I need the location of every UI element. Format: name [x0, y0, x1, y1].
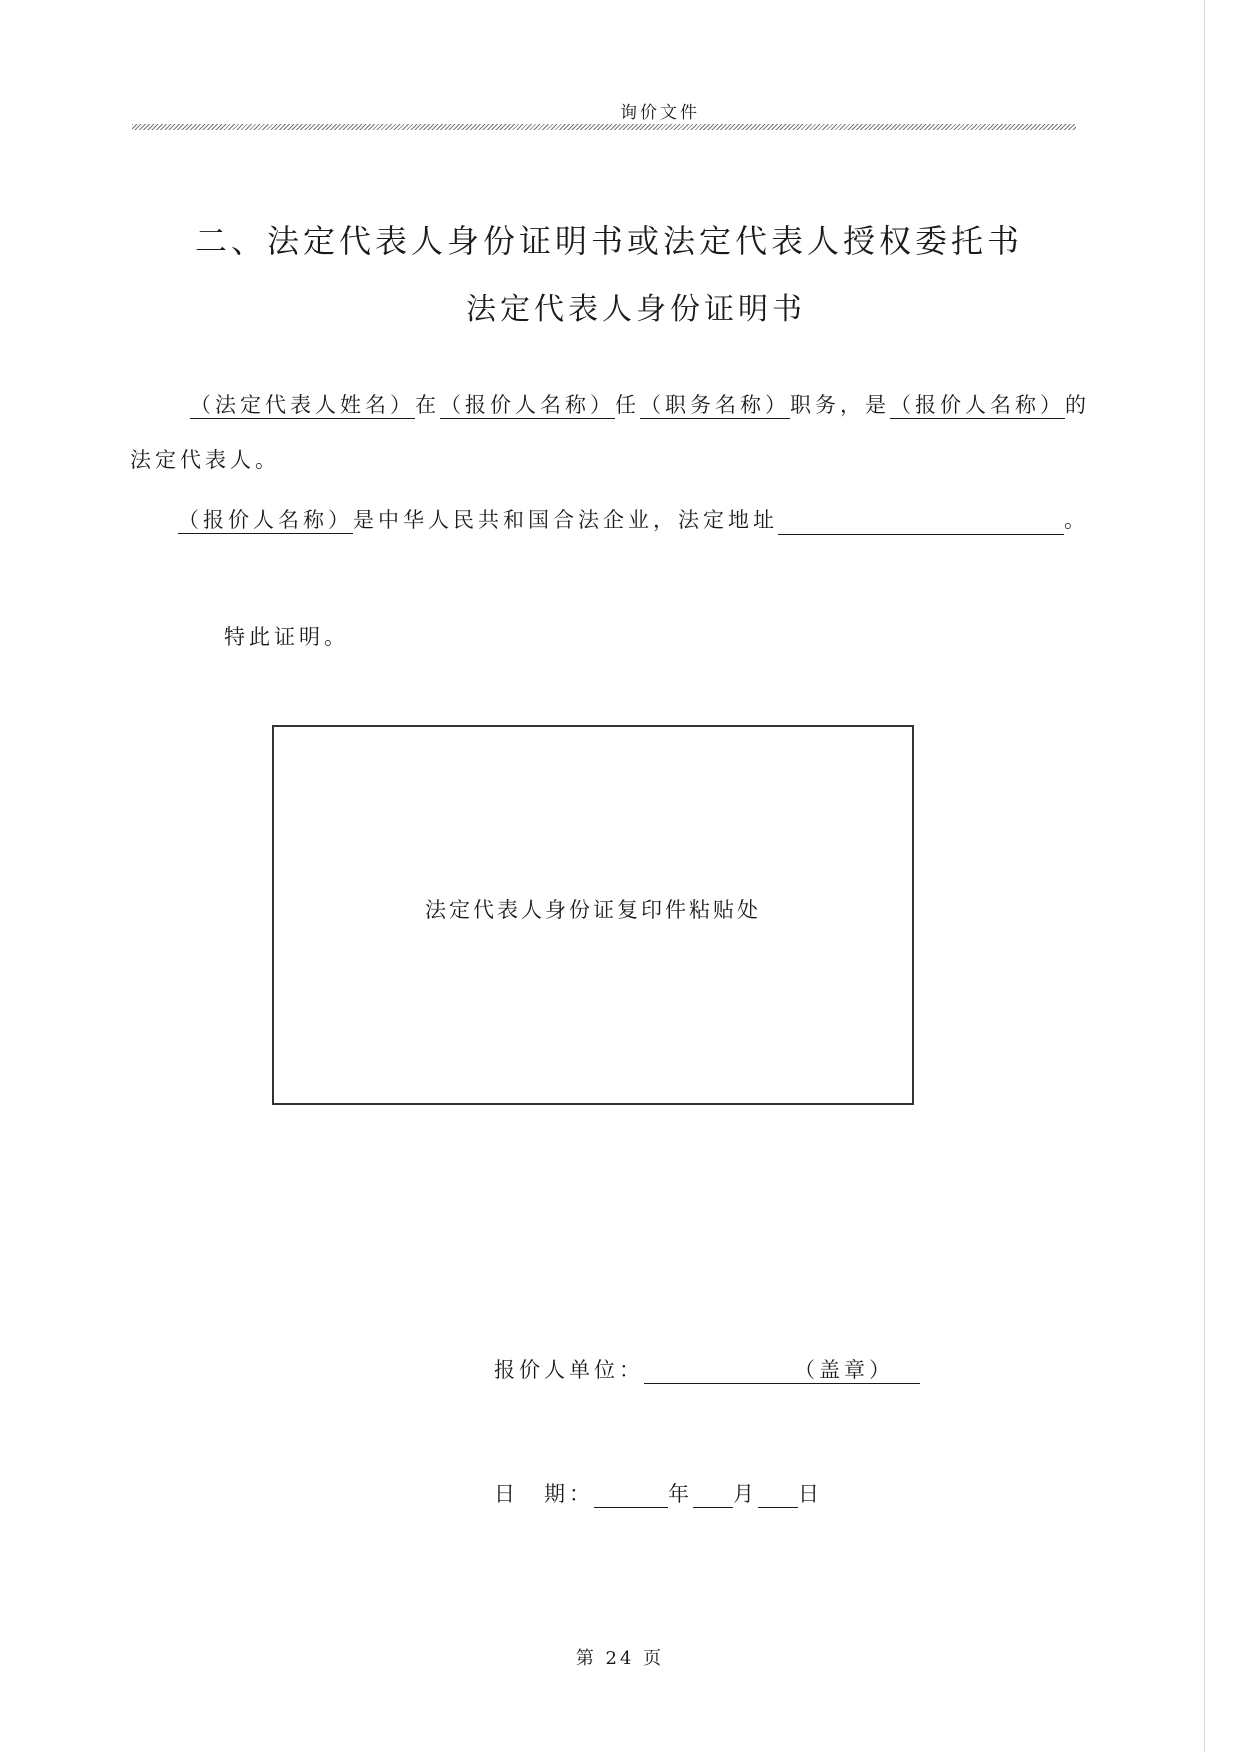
document-title: 法定代表人身份证明书	[466, 292, 806, 327]
paragraph-2	[178, 505, 1089, 535]
period: 。	[1064, 508, 1089, 532]
page-edge	[1204, 0, 1205, 1752]
representative-name-field[interactable]: （法定代表人姓名）	[190, 393, 415, 417]
text-ren: 任	[615, 393, 640, 417]
year-label: 年	[668, 1482, 693, 1506]
date-label: 日 期：	[494, 1482, 594, 1506]
day-label: 日	[798, 1482, 823, 1506]
bidder-name-field[interactable]: （报价人名称）	[890, 393, 1065, 417]
text-de: 的	[1065, 393, 1090, 417]
day-blank[interactable]	[758, 1483, 798, 1508]
bidder-name-field[interactable]: （报价人名称）	[440, 393, 615, 417]
bidder-unit-label: 报价人单位：	[494, 1358, 644, 1382]
certification-statement: 特此证明。	[224, 625, 349, 649]
text-zai: 在	[415, 393, 440, 417]
month-label: 月	[733, 1482, 758, 1506]
legal-address-blank[interactable]	[778, 510, 1064, 535]
paragraph-1	[190, 390, 1090, 420]
month-blank[interactable]	[693, 1483, 733, 1508]
position-field[interactable]: （职务名称）	[640, 393, 790, 417]
paragraph-1-continued: 法定代表人。	[130, 448, 280, 472]
bidder-unit-blank[interactable]	[644, 1359, 794, 1384]
text-duty: 职务，是	[790, 393, 890, 417]
header-divider	[132, 124, 1076, 130]
date-row	[494, 1478, 823, 1508]
legal-enterprise-text: 是中华人民共和国合法企业，法定地址	[353, 508, 778, 532]
section-heading: 二、法定代表人身份证明书或法定代表人授权委托书	[195, 222, 1024, 260]
running-header: 询价文件	[620, 103, 700, 123]
year-blank[interactable]	[594, 1483, 668, 1508]
seal-label: （盖章）	[794, 1357, 920, 1384]
page-number: 第 24 页	[575, 1648, 665, 1669]
id-copy-label: 法定代表人身份证复印件粘贴处	[425, 898, 761, 922]
bidder-name-field[interactable]: （报价人名称）	[178, 508, 353, 532]
bidder-unit-row	[494, 1354, 920, 1384]
